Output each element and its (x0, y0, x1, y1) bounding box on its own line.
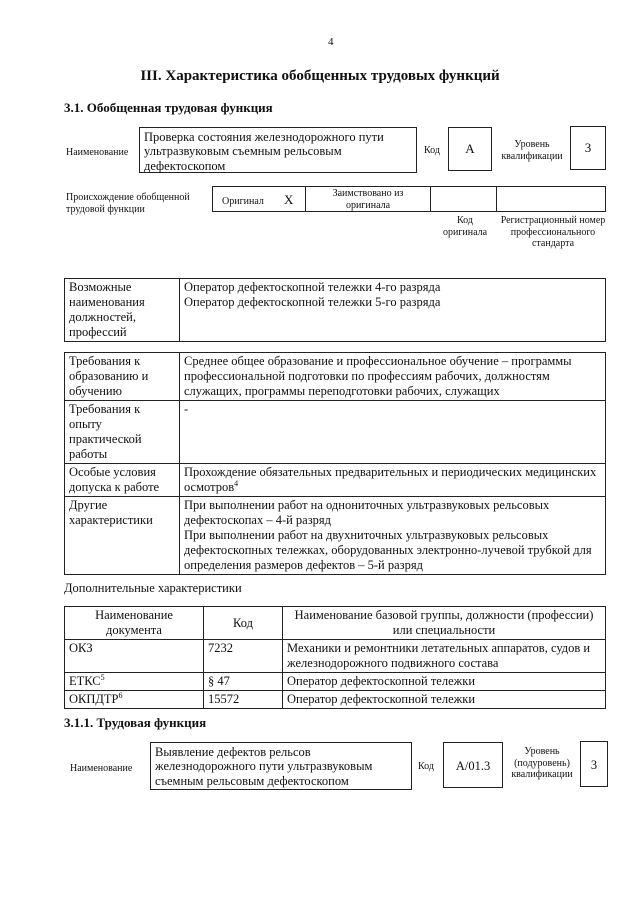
doc-cell (65, 673, 204, 691)
page-number: 4 (328, 36, 334, 48)
tf-code-label: Код (418, 761, 434, 772)
name-cell: Оператор дефектоскопной тележки (283, 691, 606, 709)
name-cell: Оператор дефектоскопной тележки (283, 673, 606, 691)
code-cell: 7232 (204, 640, 283, 673)
additional-title: Дополнительные характеристики (64, 581, 242, 595)
original-label: Оригинал (222, 196, 264, 207)
tf-code-box (443, 742, 503, 788)
doc-name: ОКЗ (69, 641, 93, 655)
otf-code-value: A (465, 141, 475, 156)
doc-cell (65, 691, 204, 709)
tf-code-value: A/01.3 (455, 759, 491, 773)
positions-values (180, 279, 606, 342)
doc-cell (65, 640, 204, 673)
req-label: Требования к опыту практической работы (65, 401, 180, 464)
col-header: Наименование базовой группы, должности (профессии) или специальности (283, 607, 606, 640)
doc-name: ЕТКС (69, 674, 101, 688)
tf-level-value: 3 (590, 758, 598, 772)
req-value-line: При выполнении работ на однониточных ультразвуковых рельсовых дефектоскопах – 4-й разряд (184, 498, 550, 527)
original-mark: X (284, 192, 294, 207)
footnote-ref: 4 (234, 478, 239, 488)
positions-label: Возможные наименования должностей, профессий (65, 279, 180, 342)
req-value-text: Прохождение обязательных предварительных и периодических медицинских осмотров (184, 465, 597, 494)
code-original-label: Код оригинала (442, 215, 488, 238)
otf-level-box (570, 126, 606, 170)
req-value: Среднее общее образование и профессиональное обучение – программы профессиональной подготовки по профессиям рабочих, должностям служащих, программы переподготовки рабочих, служащих (180, 353, 606, 401)
req-value (180, 464, 606, 497)
code-cell: 15572 (204, 691, 283, 709)
tf-name-value: Выявление дефектов рельсов железнодорожного пути ультразвуковым съемным рельсовым дефектоскопом (155, 745, 373, 788)
position-item: Оператор дефектоскопной тележки 4-го разряда (184, 280, 441, 294)
otf-level-value: 3 (584, 140, 592, 155)
reg-number-label: Регистрационный номер профессионального стандарта (500, 215, 606, 249)
otf-level-label: Уровень квалификации (501, 139, 563, 162)
footnote-ref: 6 (118, 690, 123, 700)
otf-name-box (139, 127, 417, 173)
col-header: Код (204, 607, 283, 640)
name-cell: Механики и ремонтники летательных аппаратов, судов и железнодорожного подвижного состава (283, 640, 606, 673)
tf-subsection-title: 3.1.1. Трудовая функция (64, 715, 207, 730)
otf-code-box (448, 127, 492, 171)
code-cell: § 47 (204, 673, 283, 691)
col-header: Наименование документа (65, 607, 204, 640)
req-label: Требования к образованию и обучению (65, 353, 180, 401)
subsection-title: 3.1. Обобщенная трудовая функция (64, 100, 273, 115)
tf-level-label: Уровень (подуровень) квалификации (511, 746, 573, 780)
req-value (180, 497, 606, 575)
req-value: - (180, 401, 606, 464)
req-value-line: При выполнении работ на двухниточных ультразвуковых рельсовых дефектоскопных тележках, оборудованных электронно-лучевой трубкой для определения размеров дефектов – 5-й разряд (184, 528, 592, 572)
positions-table (64, 278, 606, 342)
otf-name-label: Наименование (66, 147, 129, 158)
origin-label: Происхождение обобщенной трудовой функции (66, 192, 190, 215)
tf-level-box (580, 741, 608, 787)
position-item: Оператор дефектоскопной тележки 5-го разряда (184, 295, 441, 309)
req-label: Особые условия допуска к работе (65, 464, 180, 497)
otf-code-label: Код (424, 145, 440, 156)
footnote-ref: 5 (100, 672, 105, 682)
req-label: Другие характеристики (65, 497, 180, 575)
tf-name-box (150, 742, 412, 790)
doc-name: ОКПДТР (69, 692, 119, 706)
additional-table (64, 606, 606, 709)
tf-name-label: Наименование (70, 763, 133, 774)
otf-name-value: Проверка состояния железнодорожного пути ультразвуковым съемным рельсовым дефектоскопом (144, 130, 384, 173)
section-title: III. Характеристика обобщенных трудовых функций (140, 68, 500, 84)
borrowed-label: Заимствовано из оригинала (332, 188, 404, 211)
requirements-table (64, 352, 606, 575)
